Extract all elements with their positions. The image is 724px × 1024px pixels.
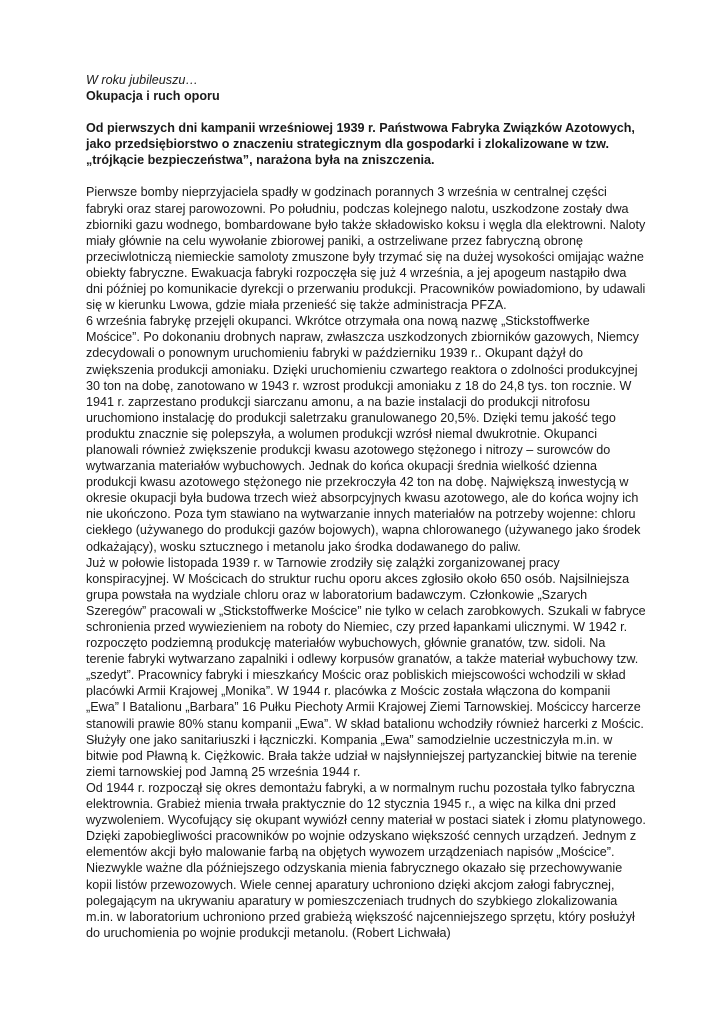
- paragraph-resistance: Już w połowie listopada 1939 r. w Tarnowie zrodziły się zalążki zorganizowanej pracy konspiracyjnej. W Mościcach do struktur ruchu oporu akces zgłosiło około 650 osób. Najsilniejsza grupa powstała na wydziale chloru oraz w laboratorium badawczym. Członkowie „Szarych Szeregów” pracowali w „Stickstoffwerke Mościce” nie tylko w celach zarobkowych. Szukali w fabryce schronienia przed wywiezieniem na roboty do Niemiec, czy przed łapankami ulicznymi. W 1942 r. rozpoczęto podziemną produkcję materiałów wybuchowych, głównie granatów, tzw. sidoli. Na terenie fabryki wytwarzano zapalniki i odlewy korpusów granatów, a także materiał wybuchowy tzw. „szedyt”. Pracownicy fabryki i mieszkańcy Mościc oraz pobliskich miejscowości wchodzili w skład placówki Armii Krajowej „Monika”. W 1944 r. placówka z Mościc została włączona do kompanii „Ewa” I Batalionu „Barbara” 16 Pułku Piechoty Armii Krajowej Ziemi Tarnowskiej. Mościccy harcerze stanowili prawie 80% stanu kompanii „Ewa”. W skład batalionu wchodziły również harcerki z Mościc. Służyły one jako sanitariuszki i łączniczki. Kompania „Ewa” samodzielnie uczestniczyła m.in. w bitwie pod Pławną k. Ciężkowic. Brała także udział w najsłynniejszej partyzanckiej bitwie na terenie ziemi tarnowskiej pod Jamną 25 września 1944 r.: [86, 555, 646, 779]
- paragraph-occupation: 6 września fabrykę przejęli okupanci. Wkrótce otrzymała ona nową nazwę „Stickstoffwerke Mościce”. Po dokonaniu drobnych napraw, zwłaszcza uszkodzonych zbiorników gazowych, Niemcy zdecydowali o ponownym uruchomieniu fabryki w październiku 1939 r.. Okupant dążył do zwiększenia produkcji amoniaku. Dzięki uruchomieniu czwartego reaktora o zdolności produkcyjnej 30 ton na dobę, zanotowano w 1943 r. wzrost produkcji amoniaku z 18 do 24,8 tys. ton rocznie. W 1941 r. zaprzestano produkcji siarczanu amonu, a na bazie instalacji do produkcji nitrofosu uruchomiono instalację do produkcji saletrzaku granulowanego 20,5%. Dzięki temu jakość tego produktu znacznie się polepszyła, a wolumen produkcji wzrósł niemal dwukrotnie. Okupanci planowali również zwiększenie produkcji kwasu azotowego stężonego i nitrozy – surowców do wytwarzania materiałów wybuchowych. Jednak do końca okupacji średnia wielkość dzienna produkcji kwasu azotowego stężonego nie przekroczyła 42 ton na dobę. Największą inwestycją w okresie okupacji była budowa trzech wież absorpcyjnych kwasu azotowego, ale do końca wojny ich nie ukończono. Poza tym stawiano na wytwarzanie innych materiałów na potrzeby wojenne: chloru ciekłego (używanego do produkcji gazów bojowych), wapna chlorowanego (używanego jako środek odkażający), wosku sztucznego i metanolu jako środka dodawanego do paliw.: [86, 314, 641, 554]
- article-title: Okupacja i ruch oporu: [86, 89, 220, 104]
- article-lead: Od pierwszych dni kampanii wrześniowej 1939 r. Państwowa Fabryka Związków Azotowych, jako przedsiębiorstwo o znaczeniu strategicznym dla gospodarki i zlokalizowane w tzw. „trójkącie bezpieczeństwa”, narażona była na zniszczenia.: [86, 121, 635, 168]
- paragraph-dismantling: Od 1944 r. rozpoczął się okres demontażu fabryki, a w normalnym ruchu pozostała tylko fabryczna elektrownia. Grabież mienia trwała praktycznie do 12 stycznia 1945 r., a więc na kilka dni przed wyzwoleniem. Wycofujący się okupant wywiózł cenny materiał w postaci siatek i złomu platynowego. Dzięki zapobiegliwości pracowników po wojnie odzyskano większość cennych urządzeń. Jednym z elementów akcji było malowanie farbą na objętych wywozem urządzeniach napisów „Mościce”. Niezwykle ważne dla późniejszego odzyskania mienia fabrycznego okazało się przechowywanie kopii listów przewozowych. Wiele cennej aparatury uchroniono dzięki akcjom załogi fabrycznej, polegającym na ukrywaniu aparatury w pomieszczeniach trudnych do szybkiego zlokalizowania m.in. w laboratorium uchroniono przed grabieżą większość najcenniejszego sprzętu, który posłużył do uruchomienia po wojnie produkcji metanolu. (Robert Lichwała): [86, 780, 646, 940]
- paragraph-bombing: Pierwsze bomby nieprzyjaciela spadły w godzinach porannych 3 września w centralnej części fabryki oraz starej parowozowni. Po południu, podczas kolejnego nalotu, uszkodzone zostały dwa zbiorniki gazu wodnego, bombardowane było także składowisko koksu i węgla dla elektrowni. Naloty miały głównie na celu wywołanie zbiorowej paniki, a ostrzeliwane przez fabryczną obronę przeciwlotniczą niemieckie samoloty zmuszone były trzymać się na dużej wysokości omijając ważne obiekty fabryczne. Ewakuacja fabryki rozpoczęła się już 4 września, a jej apogeum nastąpiło dwa dni później po komunikacie dyrekcji o przerwaniu produkcji. Pracowników powiadomiono, by udawali się w kierunku Lwowa, gdzie miała przenieść się także administracja PFZA.: [86, 185, 646, 313]
- document-page: [86, 72, 646, 941]
- article-kicker: W roku jubileuszu…: [86, 73, 198, 87]
